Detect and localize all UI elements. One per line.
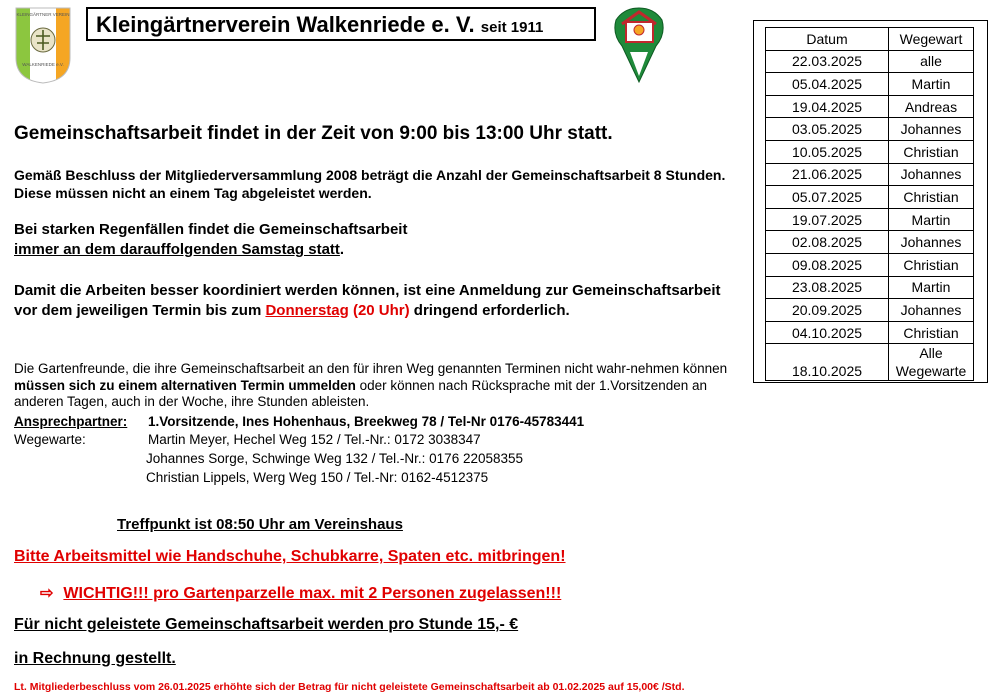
table-row bbox=[766, 186, 974, 209]
table-row bbox=[766, 299, 974, 322]
schedule-table bbox=[765, 27, 974, 381]
date-cell: 05.07.2025 bbox=[766, 186, 889, 209]
fee-notice: Für nicht geleistete Gemeinschaftsarbeit werden pro Stunde 15,- € bbox=[14, 616, 519, 633]
warden-cell: Johannes bbox=[889, 231, 974, 254]
svg-text:KLEINGÄRTNER VEREIN: KLEINGÄRTNER VEREIN bbox=[16, 12, 70, 17]
date-cell: 02.08.2025 bbox=[766, 231, 889, 254]
table-row bbox=[766, 276, 974, 299]
club-name: Kleingärtnerverein Walkenriede e. V. bbox=[96, 12, 475, 37]
date-cell: 18.10.2025 bbox=[766, 344, 889, 381]
date-cell: 09.08.2025 bbox=[766, 253, 889, 276]
registration-paragraph bbox=[14, 281, 734, 321]
warden-cell: Christian bbox=[889, 321, 974, 344]
warden-row: Christian Lippels, Werg Weg 150 / Tel.-Nr: 0162-4512375 bbox=[146, 470, 489, 485]
table-row bbox=[766, 140, 974, 163]
rain-line-2 bbox=[14, 240, 734, 260]
rain-underlined: immer an dem darauffolgenden Samstag statt bbox=[14, 241, 340, 258]
warden-cell: Johannes bbox=[889, 299, 974, 322]
table-row bbox=[766, 253, 974, 276]
date-cell: 05.04.2025 bbox=[766, 73, 889, 96]
warden-cell: Martin bbox=[889, 276, 974, 299]
important-notice bbox=[40, 583, 561, 603]
table-row bbox=[766, 118, 974, 141]
column-header-warden: Wegewart bbox=[889, 28, 974, 51]
tools-notice: Bitte Arbeitsmittel wie Handschuhe, Schubkarre, Spaten etc. mitbringen! bbox=[14, 548, 566, 565]
date-cell: 04.10.2025 bbox=[766, 321, 889, 344]
table-row bbox=[766, 95, 974, 118]
chair-contact: 1.Vorsitzende, Ines Hohenhaus, Breekweg 78 / Tel-Nr 0176-45783441 bbox=[148, 414, 585, 429]
alternative-dates-paragraph bbox=[14, 361, 734, 411]
table-row bbox=[766, 163, 974, 186]
warden-contact: Martin Meyer, Hechel Weg 152 / Tel.-Nr.: 0172 3038347 bbox=[148, 432, 481, 447]
table-row bbox=[766, 208, 974, 231]
alt-text-end: oder können nach Rücksprache mit der 1.Vorsitzenden an anderen Tagen, auch in der Woche, ihre Stunden ableisten. bbox=[14, 377, 708, 409]
table-row bbox=[766, 344, 974, 381]
date-cell: 03.05.2025 bbox=[766, 118, 889, 141]
date-cell: 21.06.2025 bbox=[766, 163, 889, 186]
emblem-logo bbox=[612, 6, 667, 84]
main-headline: Gemeinschaftsarbeit findet in der Zeit von 9:00 bis 13:00 Uhr statt. bbox=[14, 123, 613, 144]
warden-cell: Martin bbox=[889, 208, 974, 231]
hours-paragraph: Gemäß Beschluss der Mitgliederversammlung 2008 beträgt die Anzahl der Gemeinschaftsarbeit 8 Stunden. Diese müssen nicht an einem Tag abgeleistet werden. bbox=[14, 167, 726, 201]
warden-cell: Andreas bbox=[889, 95, 974, 118]
date-cell: 19.04.2025 bbox=[766, 95, 889, 118]
deadline-time: (20 Uhr) bbox=[348, 302, 410, 319]
date-cell: 19.07.2025 bbox=[766, 208, 889, 231]
page-title bbox=[96, 12, 543, 38]
table-row bbox=[766, 73, 974, 96]
arrow-right-icon: ⇨ bbox=[40, 585, 54, 602]
registration-end: dringend erforderlich. bbox=[409, 302, 570, 319]
deadline-day: Donnerstag bbox=[265, 302, 349, 319]
warden-cell: alle bbox=[889, 50, 974, 73]
date-cell: 20.09.2025 bbox=[766, 299, 889, 322]
date-cell: 22.03.2025 bbox=[766, 50, 889, 73]
warden-cell: Martin bbox=[889, 73, 974, 96]
schedule-container bbox=[754, 21, 987, 382]
contact-chair-row bbox=[14, 414, 584, 429]
registration-text: Damit die Arbeiten besser koordiniert werden können, ist eine Anmeldung zur Gemeinschaftsarbeit vor dem jeweiligen Termin bis zum bbox=[14, 282, 721, 319]
date-cell: 10.05.2025 bbox=[766, 140, 889, 163]
alt-text-start: Die Gartenfreunde, die ihre Gemeinschaftsarbeit an den für ihren Weg genannten Terminen nicht wahr-nehmen können bbox=[14, 361, 728, 376]
footnote: Lt. Mitgliederbeschluss vom 26.01.2025 erhöhte sich der Betrag für nicht geleistete Gemeinschaftsarbeit ab 01.02.2025 auf 15,00€ /Std. bbox=[14, 681, 685, 693]
warden-cell: Johannes bbox=[889, 118, 974, 141]
date-cell: 23.08.2025 bbox=[766, 276, 889, 299]
table-header-row bbox=[766, 28, 974, 51]
warden-cell: Christian bbox=[889, 253, 974, 276]
table-row bbox=[766, 321, 974, 344]
warden-cell: Christian bbox=[889, 186, 974, 209]
warden-row: Johannes Sorge, Schwinge Weg 132 / Tel.-Nr.: 0176 22058355 bbox=[146, 451, 524, 466]
rain-period: . bbox=[339, 241, 345, 258]
svg-text:WALKENRIEDE e.V.: WALKENRIEDE e.V. bbox=[22, 62, 64, 67]
warden-cell: Christian bbox=[889, 140, 974, 163]
founding-year: seit 1911 bbox=[480, 19, 544, 36]
important-text: WICHTIG!!! pro Gartenparzelle max. mit 2 Personen zugelassen!!! bbox=[63, 585, 562, 602]
table-row bbox=[766, 50, 974, 73]
warden-cell: Johannes bbox=[889, 163, 974, 186]
rain-paragraph bbox=[14, 220, 734, 260]
club-logo bbox=[14, 6, 72, 84]
warden-cell: Alle Wegewarte bbox=[889, 344, 974, 381]
meeting-point: Treffpunkt ist 08:50 Uhr am Vereinshaus bbox=[117, 516, 403, 533]
alt-text-bold: müssen sich zu einem alternativen Termin ummelden bbox=[14, 377, 356, 393]
table-row bbox=[766, 231, 974, 254]
wardens-label: Wegewarte: bbox=[14, 432, 86, 447]
warden-row bbox=[14, 432, 481, 447]
contact-label: Ansprechpartner: bbox=[14, 414, 128, 429]
invoice-notice: in Rechnung gestellt. bbox=[14, 650, 176, 667]
rain-line-1: Bei starken Regenfällen findet die Gemeinschaftsarbeit bbox=[14, 221, 408, 238]
column-header-date: Datum bbox=[766, 28, 889, 51]
